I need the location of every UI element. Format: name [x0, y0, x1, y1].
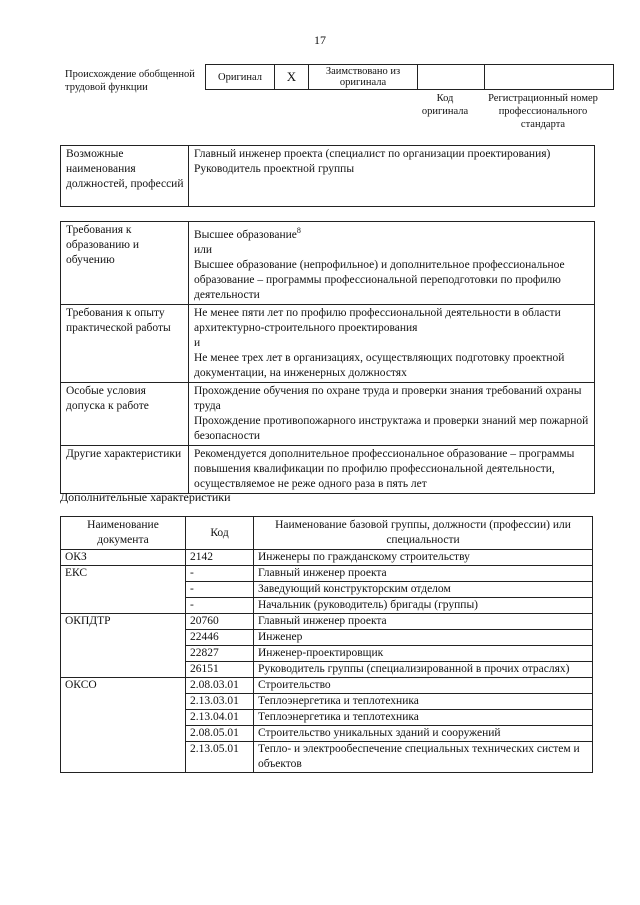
req-line: Прохождение обучения по охране труда и проверки знания требований охраны труда	[194, 384, 582, 412]
desc-cell: Теплоэнергетика и теплотехника	[254, 710, 593, 726]
req-line: Высшее образование (непрофильное) и дополнительное профессиональное образование – программы профессиональной переподготовки по профилю деятельности	[194, 258, 565, 301]
req-row-education	[61, 222, 595, 305]
req-row-admission	[61, 382, 595, 445]
origin-original: Оригинал	[206, 65, 275, 90]
desc-cell: Инженер-проектировщик	[254, 646, 593, 662]
header-name: Наименование базовой группы, должности (профессии) или специальности	[254, 517, 593, 550]
desc-cell: Строительство	[254, 678, 593, 694]
desc-cell: Главный инженер проекта	[254, 614, 593, 630]
names-line: Главный инженер проекта (специалист по организации проектирования)	[194, 148, 551, 160]
origin-borrowed: Заимствовано из оригинала	[309, 65, 418, 90]
desc-cell: Строительство уникальных зданий и сооружений	[254, 726, 593, 742]
desc-cell: Теплоэнергетика и теплотехника	[254, 694, 593, 710]
code-cell: -	[186, 566, 254, 582]
desc-cell: Заведующий конструкторским отделом	[254, 582, 593, 598]
desc-cell: Руководитель группы (специализированной в прочих отраслях)	[254, 662, 593, 678]
page-number: 17	[314, 33, 326, 47]
req-line: Не менее пяти лет по профилю профессиональной деятельности в области архитектурно-строительного проектирования	[194, 306, 561, 334]
req-value	[189, 382, 595, 445]
footnote-mark: 8	[296, 226, 301, 235]
req-line: Прохождение противопожарного инструктажа и проверки знаний мер пожарной безопасности	[194, 414, 589, 442]
req-label: Особые условия допуска к работе	[61, 382, 189, 445]
names-table	[60, 145, 595, 207]
header-document: Наименование документа	[61, 517, 186, 550]
table-row	[61, 550, 593, 566]
table-row	[61, 566, 593, 582]
names-label: Возможные наименования должностей, профессий	[61, 146, 189, 207]
code-cell: -	[186, 598, 254, 614]
code-caption: Код оригинала	[421, 93, 469, 117]
origin-mark: X	[275, 65, 309, 90]
origin-table	[205, 64, 614, 90]
names-value	[189, 146, 595, 207]
req-value	[189, 304, 595, 382]
table-row	[61, 678, 593, 694]
req-label: Другие характеристики	[61, 445, 189, 493]
req-line: Рекомендуется дополнительное профессиональное образование – программы повышения квалификации по профилю профессиональной деятельности, осуществляемое не реже одного раза в пять лет	[194, 447, 575, 490]
req-line: Не менее трех лет в организациях, осуществляющих подготовку проектной документации, на инженерных должностях	[194, 351, 565, 379]
code-cell: 22827	[186, 646, 254, 662]
doc-name: ОКЗ	[61, 550, 186, 566]
req-row-experience	[61, 304, 595, 382]
desc-cell: Инженер	[254, 630, 593, 646]
table-row	[61, 614, 593, 630]
names-line: Руководитель проектной группы	[194, 163, 355, 175]
requirements-table	[60, 221, 595, 494]
header-code: Код	[186, 517, 254, 550]
req-row-other	[61, 445, 595, 493]
section-title: Дополнительные характеристики	[60, 490, 231, 504]
code-cell: 2.08.03.01	[186, 678, 254, 694]
req-value	[189, 445, 595, 493]
origin-label: Происхождение обобщенной трудовой функции	[65, 69, 195, 93]
code-cell: 22446	[186, 630, 254, 646]
desc-cell: Инженеры по гражданскому строительству	[254, 550, 593, 566]
desc-cell: Начальник (руководитель) бригады (группы)	[254, 598, 593, 614]
code-cell: 2.13.04.01	[186, 710, 254, 726]
code-cell: 20760	[186, 614, 254, 630]
code-cell: 26151	[186, 662, 254, 678]
code-cell: 2142	[186, 550, 254, 566]
extra-characteristics-table	[60, 516, 593, 773]
reg-caption: Регистрационный номер профессионального стандарта	[488, 93, 598, 130]
req-label: Требования к образованию и обучению	[61, 222, 189, 305]
req-line: Высшее образование	[194, 228, 297, 241]
desc-cell: Главный инженер проекта	[254, 566, 593, 582]
req-line: и	[194, 336, 201, 349]
desc-cell: Тепло- и электрообеспечение специальных технических систем и объектов	[254, 742, 593, 773]
code-cell: 2.13.05.01	[186, 742, 254, 773]
code-cell: 2.13.03.01	[186, 694, 254, 710]
doc-name: ОКСО	[61, 678, 186, 773]
req-label: Требования к опыту практической работы	[61, 304, 189, 382]
doc-name: ЕКС	[61, 566, 186, 614]
origin-reg-cell	[485, 65, 614, 90]
req-value	[189, 222, 595, 305]
code-cell: -	[186, 582, 254, 598]
table-header-row	[61, 517, 593, 550]
origin-code-cell	[418, 65, 485, 90]
doc-name: ОКПДТР	[61, 614, 186, 678]
req-line: или	[194, 243, 213, 256]
code-cell: 2.08.05.01	[186, 726, 254, 742]
